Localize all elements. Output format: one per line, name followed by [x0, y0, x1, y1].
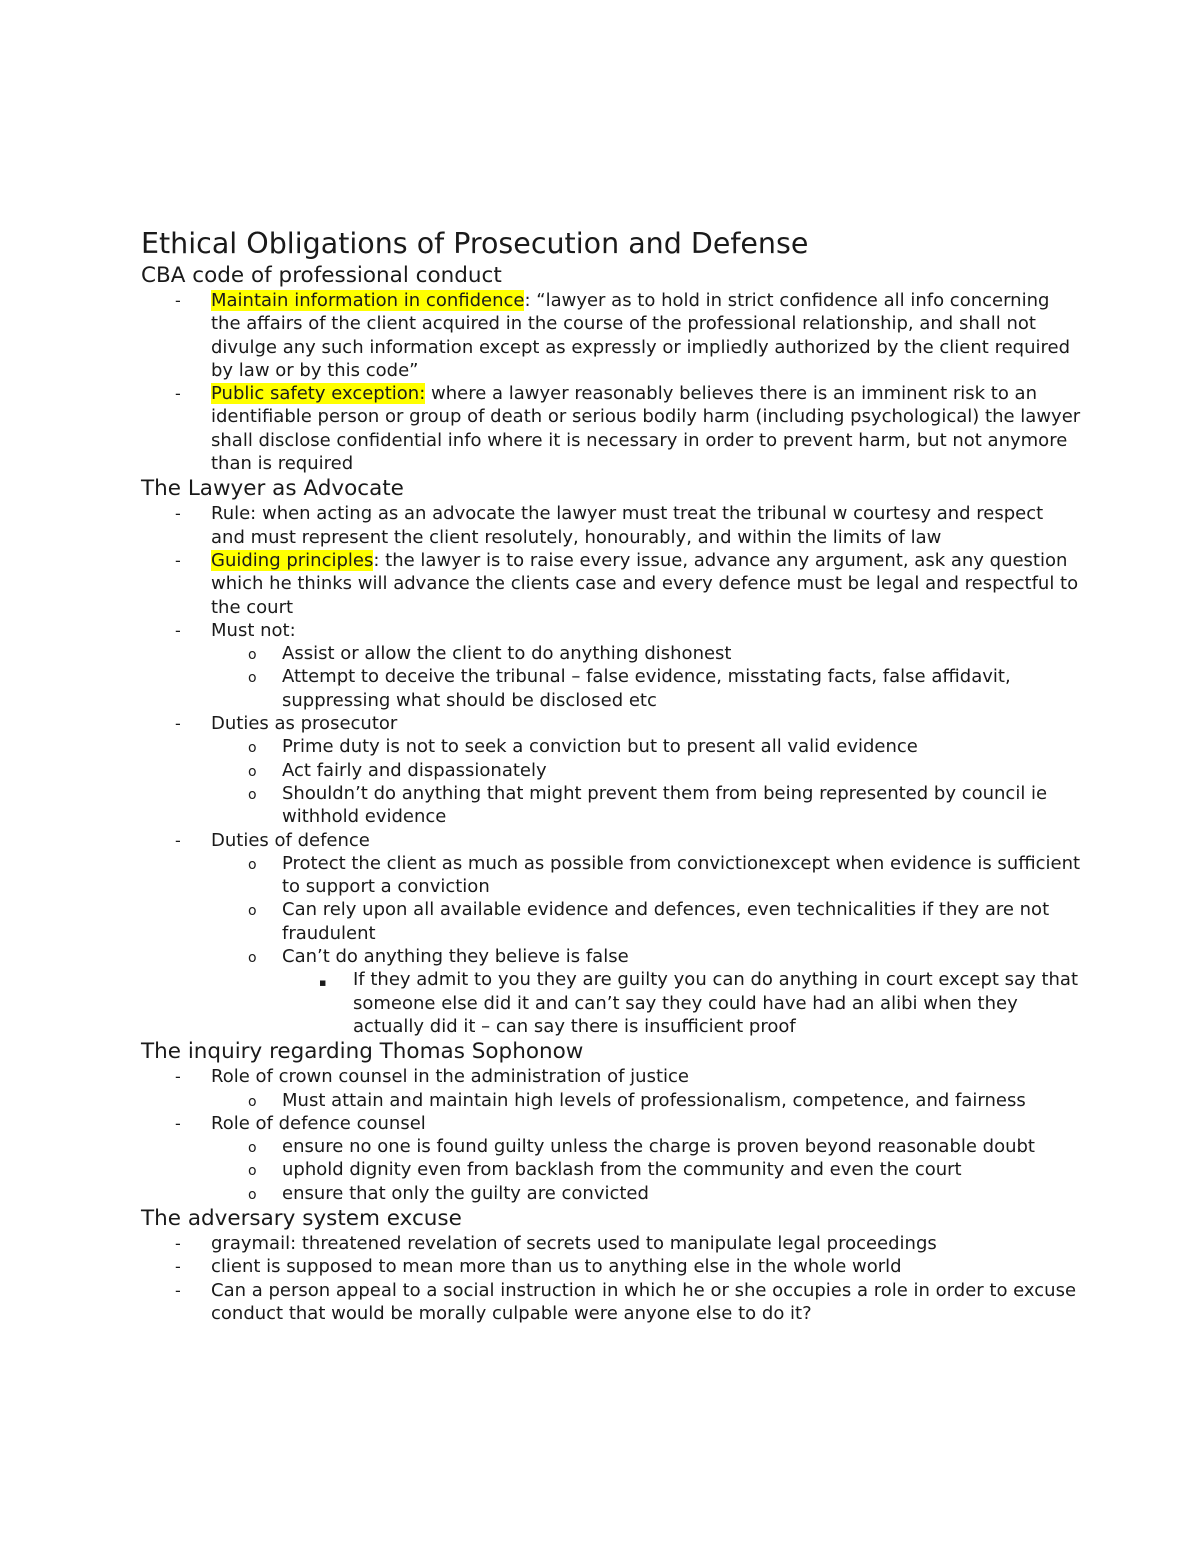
sub-list-item-text: ensure that only the guilty are convicted [282, 1182, 649, 1204]
sub-list-item-text: Act fairly and dispassionately [282, 759, 547, 781]
sub-bullet-list [141, 735, 1081, 828]
sub-list-item [141, 782, 1081, 829]
sub-list-item-text: Shouldn’t do anything that might prevent them from being represented by council ie withhold evidence [282, 782, 1048, 828]
sub-list-item-text: ensure no one is found guilty unless the charge is proven beyond reasonable doubt [282, 1136, 1035, 1158]
sub-list-item [141, 1135, 1081, 1158]
bullet-list [141, 502, 1081, 642]
list-item-text: Role of crown counsel in the administration of justice [211, 1066, 689, 1088]
sub-bullet-list [141, 852, 1081, 968]
circle-bullet-icon: o [248, 1093, 257, 1110]
dash-bullet-icon: - [175, 830, 181, 850]
list-item-text: Can a person appeal to a social instruction in which he or she occupies a role in order to excuse conduct that would be morally culpable were anyone else to do it? [211, 1279, 1077, 1324]
list-item [141, 1255, 1081, 1278]
dash-bullet-icon: - [175, 291, 181, 310]
list-item-text: Must not: [211, 619, 296, 641]
sub-list-item-text: Protect the client as much as possible from convictionexcept when evidence is sufficient to support a conviction [282, 852, 1081, 898]
list-item [141, 1232, 1081, 1255]
dash-bullet-icon: - [175, 1280, 181, 1300]
bullet-list [141, 289, 1081, 475]
list-item-text: Duties of defence [211, 829, 370, 851]
list-item [141, 712, 1081, 735]
sub-list-item [141, 1089, 1081, 1112]
sub-list-item-text: Can rely upon all available evidence and defences, even technicalities if they are not fraudulent [282, 899, 1050, 944]
section-heading-sophonow-inquiry: The inquiry regarding Thomas Sophonow [141, 1039, 584, 1065]
circle-bullet-icon: o [248, 903, 257, 920]
sub-sub-bullet-list [141, 968, 1081, 1038]
sub-list-item [141, 642, 1081, 665]
circle-bullet-icon: o [248, 950, 257, 967]
list-item [141, 382, 1081, 475]
document-body [141, 226, 1081, 1325]
document-title: Ethical Obligations of Prosecution and Defense [141, 227, 809, 260]
dash-bullet-icon: - [175, 1067, 181, 1087]
sub-bullet-list [141, 1135, 1081, 1205]
sub-list-item-text: Must attain and maintain high levels of professionalism, competence, and fairness [282, 1089, 1026, 1111]
highlighted-term: Guiding principles [211, 549, 374, 571]
list-item [141, 619, 1081, 642]
circle-bullet-icon: o [248, 763, 257, 780]
sub-list-item [141, 898, 1081, 945]
sub-sub-list-item [141, 968, 1081, 1038]
list-item [141, 289, 1081, 382]
list-item [141, 1112, 1081, 1135]
list-item-text: where a lawyer reasonably believes there is an imminent risk to an identifiable person or group of death or serious bodily harm (including psychological) the lawyer shall disclose confidential info where it is necessary in order to prevent harm, but not anymore than is required [211, 383, 1081, 475]
sub-list-item-text: Assist or allow the client to do anything dishonest [282, 643, 732, 665]
dash-bullet-icon: - [175, 714, 181, 734]
bullet-list [141, 829, 1081, 852]
sub-list-item [141, 665, 1081, 712]
list-item-text: : “lawyer as to hold in strict confidence all info concerning the affairs of the client acquired in the course of the professional relationship, and shall not divulge any such information except as expressly or impliedly authorized by the client required by law or by this code” [211, 290, 1070, 381]
list-item [141, 502, 1081, 549]
dash-bullet-icon: - [175, 1113, 181, 1133]
sub-list-item [141, 945, 1081, 968]
circle-bullet-icon: o [248, 740, 257, 757]
bullet-list [141, 712, 1081, 735]
sub-list-item [141, 852, 1081, 899]
dash-bullet-icon: - [175, 504, 181, 524]
sub-list-item [141, 735, 1081, 758]
dash-bullet-icon: - [175, 550, 181, 570]
bullet-list [141, 1112, 1081, 1135]
circle-bullet-icon: o [248, 786, 257, 803]
circle-bullet-icon: o [248, 1186, 257, 1203]
sub-list-item [141, 759, 1081, 782]
sub-list-item-text: Prime duty is not to seek a conviction but to present all valid evidence [282, 736, 918, 758]
circle-bullet-icon: o [248, 856, 257, 873]
list-item-text: client is supposed to mean more than us to anything else in the whole world [211, 1256, 902, 1278]
sub-bullet-list [141, 642, 1081, 712]
list-item [141, 1279, 1081, 1326]
sub-list-item-text: Can’t do anything they believe is false [282, 946, 629, 968]
sub-list-item-text: uphold dignity even from backlash from the community and even the court [282, 1159, 962, 1181]
dash-bullet-icon: - [175, 384, 181, 404]
circle-bullet-icon: o [248, 1140, 257, 1157]
sub-list-item-text: Attempt to deceive the tribunal – false evidence, misstating facts, false affidavit, suppressing what should be disclosed etc [282, 666, 1011, 711]
list-item [141, 1065, 1081, 1088]
list-item [141, 829, 1081, 852]
section-heading-adversary-system: The adversary system excuse [141, 1205, 462, 1231]
list-item-text: Rule: when acting as an advocate the lawyer must treat the tribunal w courtesy and respect and must represent the client resolutely, honourably, and within the limits of law [211, 503, 1044, 548]
circle-bullet-icon: o [248, 1163, 257, 1180]
list-item [141, 549, 1081, 619]
dash-bullet-icon: - [175, 620, 181, 640]
sub-bullet-list [141, 1089, 1081, 1112]
circle-bullet-icon: o [248, 647, 257, 664]
bullet-list [141, 1232, 1081, 1325]
list-item-text: Role of defence counsel [211, 1112, 426, 1134]
list-item-text: Duties as prosecutor [211, 713, 398, 735]
dash-bullet-icon: - [175, 1257, 181, 1277]
square-bullet-icon: ▪ [319, 976, 327, 990]
highlighted-term: Maintain information in confidence [211, 290, 525, 311]
highlighted-term: Public safety exception: [211, 383, 426, 405]
bullet-list [141, 1065, 1081, 1088]
list-item-text: : the lawyer is to raise every issue, advance any argument, ask any question which he thinks will advance the clients case and every defence must be legal and respectful to the court [211, 549, 1079, 618]
sub-list-item [141, 1182, 1081, 1205]
sub-list-item [141, 1158, 1081, 1181]
circle-bullet-icon: o [248, 670, 257, 687]
section-heading-cba-code: CBA code of professional conduct [141, 263, 502, 288]
dash-bullet-icon: - [175, 1233, 181, 1253]
sub-sub-list-item-text: If they admit to you they are guilty you can do anything in court except say that someone else did it and can’t say they could have had an alibi when they actually did it – can say there is insufficient proof [353, 969, 1079, 1037]
section-heading-lawyer-as-advocate: The Lawyer as Advocate [141, 476, 404, 502]
list-item-text: graymail: threatened revelation of secrets used to manipulate legal proceedings [211, 1232, 937, 1254]
